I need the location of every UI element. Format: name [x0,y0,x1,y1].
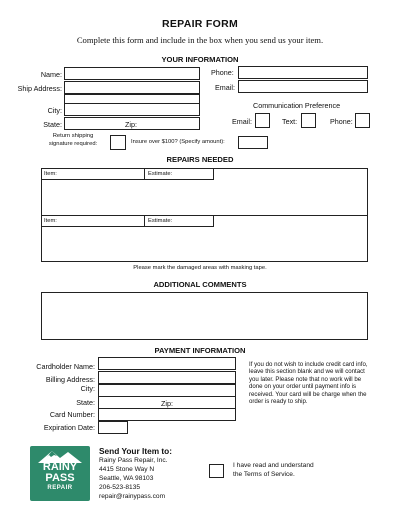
section-heading-payment-information: PAYMENT INFORMATION [154,346,246,355]
comm-email-label: Email: [232,117,252,126]
terms-checkbox[interactable] [209,464,224,478]
logo-line-1: RAINY [42,461,78,473]
name-field[interactable] [64,67,200,80]
billing-address-label: Billing Address: [45,375,95,384]
return-signature-checkbox[interactable] [110,135,126,150]
phone-label: Phone: [211,68,234,77]
send-to-phone: 206-523-8135 [99,484,141,491]
city-label: City: [47,106,62,115]
section-heading-repairs-needed: REPAIRS NEEDED [166,155,234,164]
state-label: State: [43,120,62,129]
terms-line-1: I have read and understand [233,462,314,469]
repair-item-1-estimate-field[interactable] [144,168,214,180]
communication-preference-label: Communication Preference [253,101,341,110]
repair-item-2-item-field[interactable] [41,215,145,227]
city-field[interactable] [64,103,200,116]
expiration-date-field[interactable] [98,421,128,434]
return-signature-label-line-1: Return shipping [52,133,94,139]
comm-phone-label: Phone: [330,117,353,126]
send-to-street: 4415 Stone Way N [99,466,155,473]
insure-label: Insure over $100? (Specify amount): [131,139,225,145]
insure-amount-field[interactable] [238,136,268,149]
cardholder-name-label: Cardholder Name: [36,362,95,371]
billing-state-label: State: [76,398,95,407]
payment-note: If you do not wish to include credit card info, leave this section blank and we will contact you later. Please note that no work will be done on your order until payment info is received. Your card will be charge when the order is ready to ship. [249,361,368,406]
return-signature-label-line-2: signature required: [48,141,98,147]
card-number-label: Card Number: [49,410,95,419]
logo-line-2: PASS [45,472,75,484]
terms-line-2: the Terms of Service. [233,471,295,478]
name-label: Name: [40,70,62,79]
zip-label: Zip: [125,120,137,129]
send-to-heading: Send Your Item to: [99,446,172,456]
comm-text-checkbox[interactable] [301,113,316,128]
send-to-email: repair@rainypass.com [99,493,166,500]
repair-item-1-estimate-label: Estimate: [148,171,173,177]
send-to-company: Rainy Pass Repair, Inc. [99,457,168,464]
repair-item-1-item-label: Item: [44,171,57,177]
email-field[interactable] [238,80,368,93]
repair-item-2-estimate-label: Estimate: [148,218,173,224]
billing-address-field[interactable] [98,371,236,384]
section-heading-your-information: YOUR INFORMATION [161,55,239,64]
rainy-pass-logo [30,446,90,501]
form-title: REPAIR FORM [161,18,239,30]
comm-email-checkbox[interactable] [255,113,270,128]
expiration-date-label: Expiration Date: [43,423,95,432]
email-label: Email: [215,83,235,92]
comm-phone-checkbox[interactable] [355,113,370,128]
repair-item-2-estimate-field[interactable] [144,215,214,227]
ship-address-field[interactable] [64,81,200,94]
cardholder-name-field[interactable] [98,357,236,370]
repair-item-2-item-label: Item: [44,218,57,224]
repair-item-1-item-field[interactable] [41,168,145,180]
billing-city-label: City: [80,384,95,393]
section-heading-additional-comments: ADDITIONAL COMMENTS [153,280,247,289]
form-subtitle: Complete this form and include in the box when you send us your item. [76,35,324,45]
state-zip-field[interactable] [64,117,200,130]
comm-text-label: Text: [282,117,298,126]
send-to-city: Seattle, WA 98103 [99,475,154,482]
additional-comments-field[interactable] [41,292,368,340]
billing-zip-label: Zip: [161,399,173,408]
phone-field[interactable] [238,66,368,79]
logo-line-3: REPAIR [47,485,73,491]
ship-address-label: Ship Address: [17,84,62,93]
card-number-field[interactable] [98,408,236,421]
masking-tape-note: Please mark the damaged areas with masking tape. [133,265,267,271]
